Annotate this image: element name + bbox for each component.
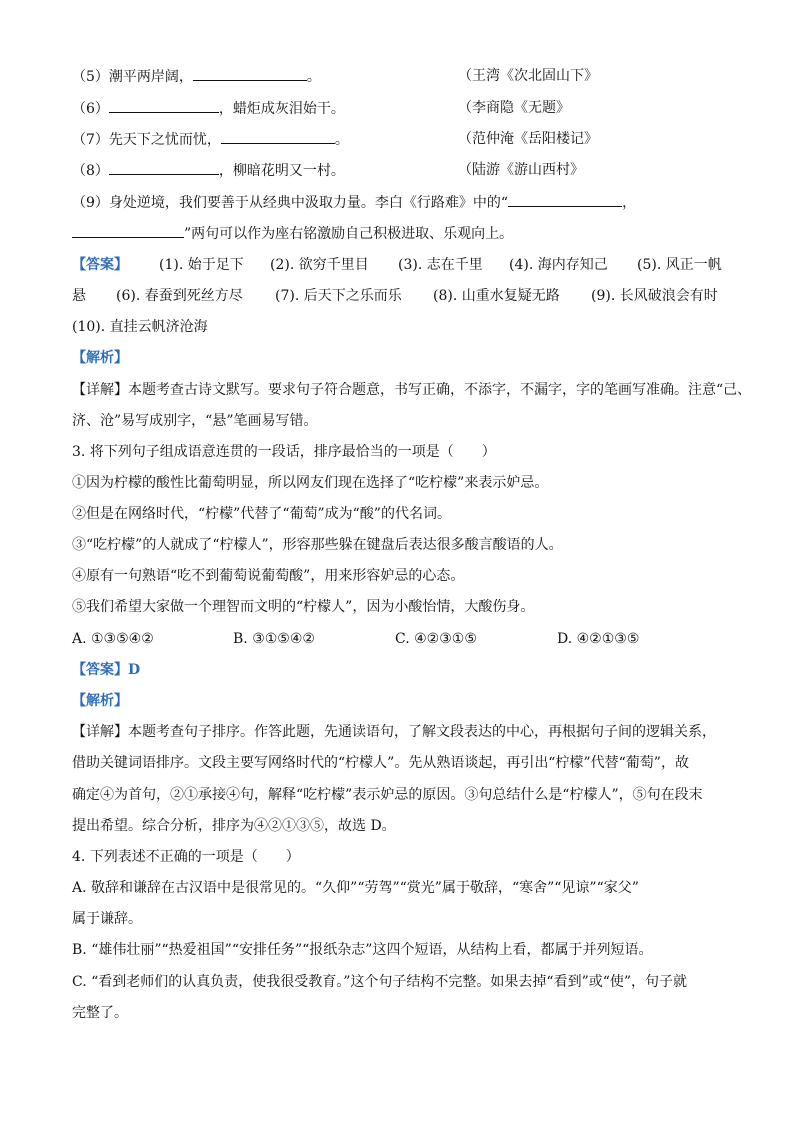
poem-source: （王湾《次北固山下》	[458, 68, 598, 84]
answer-row-2: 悬 (6). 春蚕到死丝方尽 (7). 后天下之乐而乐 (8). 山重水复疑无路 (9). 长风破浪会有时	[72, 288, 718, 304]
analysis-label: 【解析】	[72, 693, 128, 709]
poem-line-9-cont: ”两句可以作为座右铭激励自己积极进取、乐观向上。	[72, 223, 513, 244]
answer-blank[interactable]	[109, 160, 219, 175]
detail-text: 【详解】本题考查句子排序。作答此题，先通读语句，了解文段表达的中心，再根据句子间的逻辑关系，	[72, 724, 716, 740]
answer-blank[interactable]	[221, 129, 335, 144]
poem-line-9: （9）身处逆境，我们要善于从经典中汲取力量。李白《行路难》中的“ ，	[72, 192, 636, 213]
sentence-4: ④原有一句熟语“吃不到葡萄说葡萄酸”，用来形容妒忌的心态。	[72, 568, 465, 584]
option-a-cont: 属于谦辞。	[72, 911, 142, 927]
detail-text: 确定④为首句，②①承接④句，解释“吃柠檬”表示妒忌的原因。③句总结什么是“柠檬人”，⑤句在段末	[72, 787, 703, 803]
answer-label: 【答案】	[72, 257, 128, 273]
poem-line-8: （8） ，柳暗花明又一村。 （陆游《游山西村》	[72, 162, 584, 179]
poem-source: （李商隐《无题》	[458, 100, 570, 116]
sentence-5: ⑤我们希望大家做一个理智而文明的“柠檬人”，因为小酸怡情，大酸伤身。	[72, 599, 535, 615]
detail-text: 【详解】本题考查古诗文默写。要求句子符合题意，书写正确，不添字，不漏字，字的笔画写准确。注意“己、	[72, 382, 752, 398]
option-d[interactable]: D. ④②①③⑤	[557, 631, 640, 647]
question-4-stem: 4. 下列表述不正确的一项是（ ）	[72, 849, 300, 865]
option-c[interactable]: C. ④②③①⑤	[395, 631, 477, 647]
answer-row-1: 【答案】 (1). 始于足下 (2). 欲穷千里目 (3). 志在千里 (4). 海内存知己 (5). 风正一帆	[72, 257, 722, 273]
option-b[interactable]: B. ③①⑤④②	[233, 631, 315, 647]
answer-blank[interactable]	[109, 98, 219, 113]
poem-line-5: （5）潮平两岸阔， 。 （王湾《次北固山下》	[72, 68, 598, 85]
option-a: A. 敬辞和谦辞在古汉语中是很常见的。“久仰”“劳驾”“赏光”属于敬辞，“寒舍”“见谅”“家父”	[72, 880, 639, 896]
option-c-cont: 完整了。	[72, 1005, 128, 1021]
answer-row-3: (10). 直挂云帆济沧海	[72, 319, 208, 335]
answer-blank[interactable]	[72, 223, 184, 238]
option-b: B. “雄伟壮丽”“热爱祖国”“安排任务”“报纸杂志”这四个短语，从结构上看，都属于并列短语。	[72, 942, 653, 958]
poem-line-6: （6） ，蜡炬成灰泪始干。 （李商隐《无题》	[72, 100, 570, 117]
detail-text: 借助关键词语排序。文段主要写网络时代的“柠檬人”。先从熟语谈起，再引出“柠檬”代替“葡萄”，故	[72, 755, 689, 771]
detail-text: 提出希望。综合分析，排序为④②①③⑤，故选 D。	[72, 818, 396, 834]
question-3-stem: 3. 将下列句子组成语意连贯的一段话，排序最恰当的一项是（ ）	[72, 444, 496, 460]
poem-line-7: （7）先天下之忧而忧， 。 （范仲淹《岳阳楼记》	[72, 131, 598, 148]
sentence-1: ①因为柠檬的酸性比葡萄明显，所以网友们现在选择了“吃柠檬”来表示妒忌。	[72, 475, 549, 491]
answer-blank[interactable]	[193, 66, 307, 81]
answer-label: 【答案】D	[72, 662, 141, 678]
detail-text: 济、沧”易写成别字，“悬”笔画易写错。	[72, 413, 318, 429]
answer-blank[interactable]	[508, 192, 622, 207]
analysis-label: 【解析】	[72, 350, 128, 366]
sentence-2: ②但是在网络时代，“柠檬”代替了“葡萄”成为“酸”的代名词。	[72, 506, 451, 522]
poem-source: （陆游《游山西村》	[458, 162, 584, 178]
option-c: C. “看到老师们的认真负责，使我很受教育。”这个句子结构不完整。如果去掉“看到”或“使”，句子就	[72, 974, 688, 990]
sentence-3: ③“吃柠檬”的人就成了“柠檬人”，形容那些躲在键盘后表达很多酸言酸语的人。	[72, 537, 563, 553]
option-a[interactable]: A. ①③⑤④②	[72, 631, 154, 647]
poem-source: （范仲淹《岳阳楼记》	[458, 131, 598, 147]
